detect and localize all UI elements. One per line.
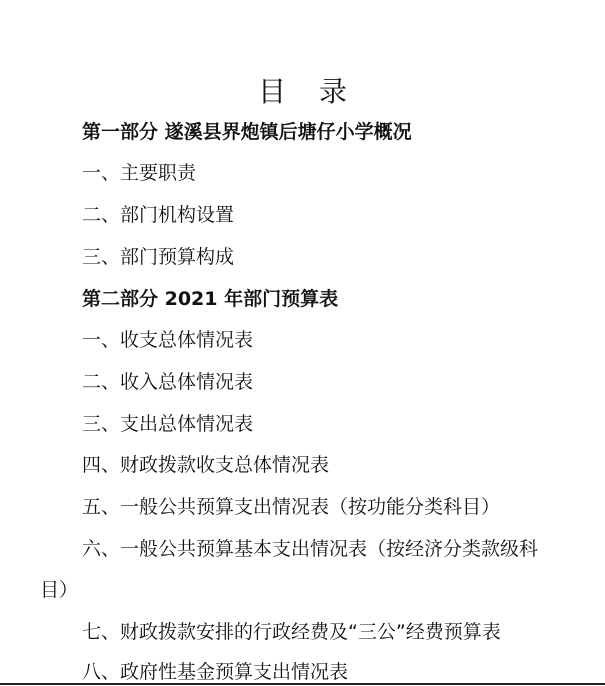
toc-item-part2-6-continued: 目） — [40, 579, 79, 601]
toc-item-part2-2: 二、收入总体情况表 — [82, 371, 254, 393]
toc-item-part1-2: 二、部门机构设置 — [82, 204, 235, 226]
part1-heading: 第一部分 遂溪县界炮镇后塘仔小学概况 — [82, 121, 412, 143]
toc-item-part2-7: 七、财政拨款安排的行政经费及“三公”经费预算表 — [82, 621, 501, 643]
toc-item-part1-1: 一、主要职责 — [82, 162, 197, 184]
page-title: 目 录 — [258, 75, 359, 108]
toc-item-part2-3: 三、支出总体情况表 — [82, 413, 254, 435]
toc-item-part1-3: 三、部门预算构成 — [82, 246, 235, 268]
toc-item-part2-6: 六、一般公共预算基本支出情况表（按经济分类款级科 — [82, 538, 539, 560]
page-bottom-rule — [0, 683, 605, 685]
toc-item-part2-8: 八、政府性基金预算支出情况表 — [82, 661, 349, 683]
toc-item-part2-5: 五、一般公共预算支出情况表（按功能分类科目） — [82, 496, 501, 518]
toc-item-part2-4: 四、财政拨款收支总体情况表 — [82, 454, 330, 476]
part2-heading: 第二部分 2021 年部门预算表 — [82, 288, 339, 310]
toc-item-part2-1: 一、收支总体情况表 — [82, 329, 254, 351]
